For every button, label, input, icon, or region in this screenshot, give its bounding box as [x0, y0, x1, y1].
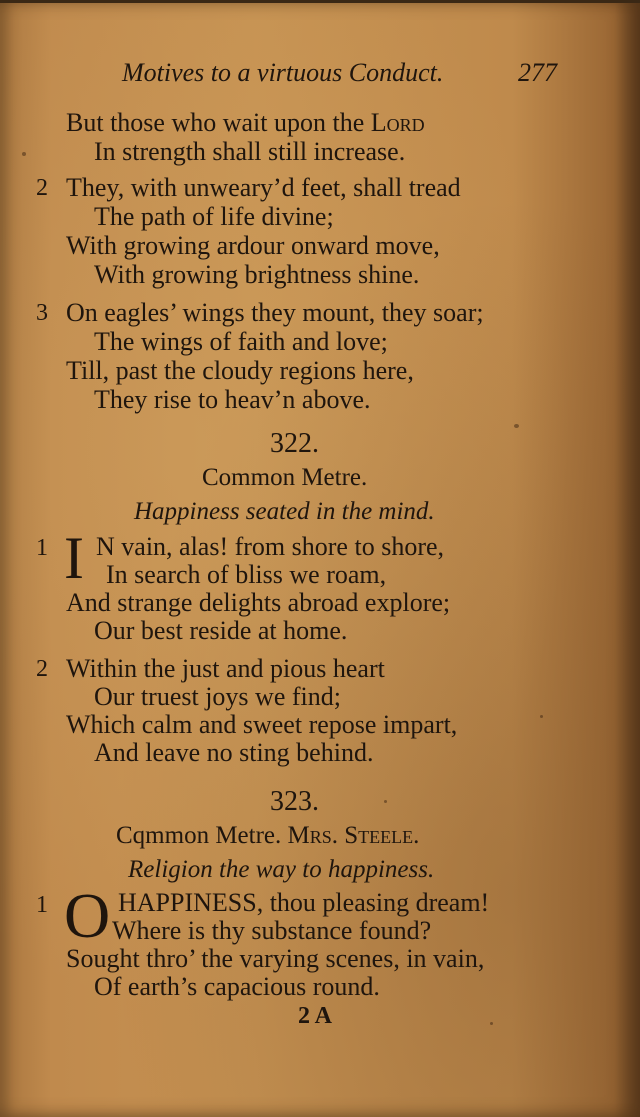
hymn-author: Mrs. Steele.: [287, 822, 420, 849]
running-header: Motives to a virtuous Conduct.: [122, 58, 444, 87]
hymn-metre-author: Cqmmon Metre. Mrs. Steele.: [116, 822, 420, 849]
paper-speck: [540, 715, 543, 718]
verse-number: 1: [36, 535, 48, 561]
hymn-metre: Common Metre.: [202, 464, 368, 491]
verse-line: In search of bliss we roam,: [106, 560, 387, 589]
verse-line: Our best reside at home.: [94, 616, 348, 645]
verse-line: N vain, alas! from shore to shore,: [96, 532, 445, 561]
verse-line: And strange delights abroad explore;: [66, 588, 451, 617]
paper-speck: [490, 1022, 493, 1025]
lord-word: Lord: [370, 108, 425, 137]
verse-line: The wings of faith and love;: [94, 327, 388, 356]
verse-line: Which calm and sweet repose impart,: [66, 710, 458, 739]
page-number: 277: [518, 58, 557, 87]
verse-line: And leave no sting behind.: [94, 738, 374, 767]
verse-line: Our truest joys we find;: [94, 682, 341, 711]
verse-line: On eagles’ wings they mount, they soar;: [66, 298, 484, 327]
verse-number: 2: [36, 656, 48, 682]
verse-line: Where is thy substance found?: [112, 916, 432, 945]
verse-line: Sought thro’ the varying scenes, in vain,: [66, 944, 485, 973]
verse-line: They, with unweary’d feet, shall tread: [66, 173, 461, 202]
drop-cap: O: [64, 880, 111, 951]
verse-number: 1: [36, 892, 48, 918]
verse-line: Within the just and pious heart: [66, 654, 385, 683]
hymn-number: 322.: [270, 428, 319, 459]
verse-line: In strength shall still increase.: [94, 137, 406, 166]
verse-line: With growing brightness shine.: [94, 260, 420, 289]
verse-line: The path of life divine;: [94, 202, 334, 231]
verse-number: 3: [36, 300, 48, 326]
hymn-number: 323.: [270, 786, 319, 817]
paper-speck: [384, 800, 387, 803]
signature-mark: 2 A: [298, 1003, 333, 1029]
verse-line: Till, past the cloudy regions here,: [66, 356, 414, 385]
verse-line: HAPPINESS, thou pleasing dream!: [118, 888, 490, 917]
verse-number: 2: [36, 175, 48, 201]
verse-line: With growing ardour onward move,: [66, 231, 440, 260]
paper-speck: [514, 424, 519, 428]
verse-line: But those who wait upon the Lord: [66, 108, 425, 137]
verse-line: They rise to heav’n above.: [94, 385, 371, 414]
paper-speck: [22, 152, 26, 156]
drop-cap: I: [64, 525, 84, 591]
hymn-subtitle: Happiness seated in the mind.: [134, 498, 435, 525]
verse-line: Of earth’s capacious round.: [94, 972, 380, 1001]
hymn-subtitle: Religion the way to happiness.: [128, 856, 435, 883]
